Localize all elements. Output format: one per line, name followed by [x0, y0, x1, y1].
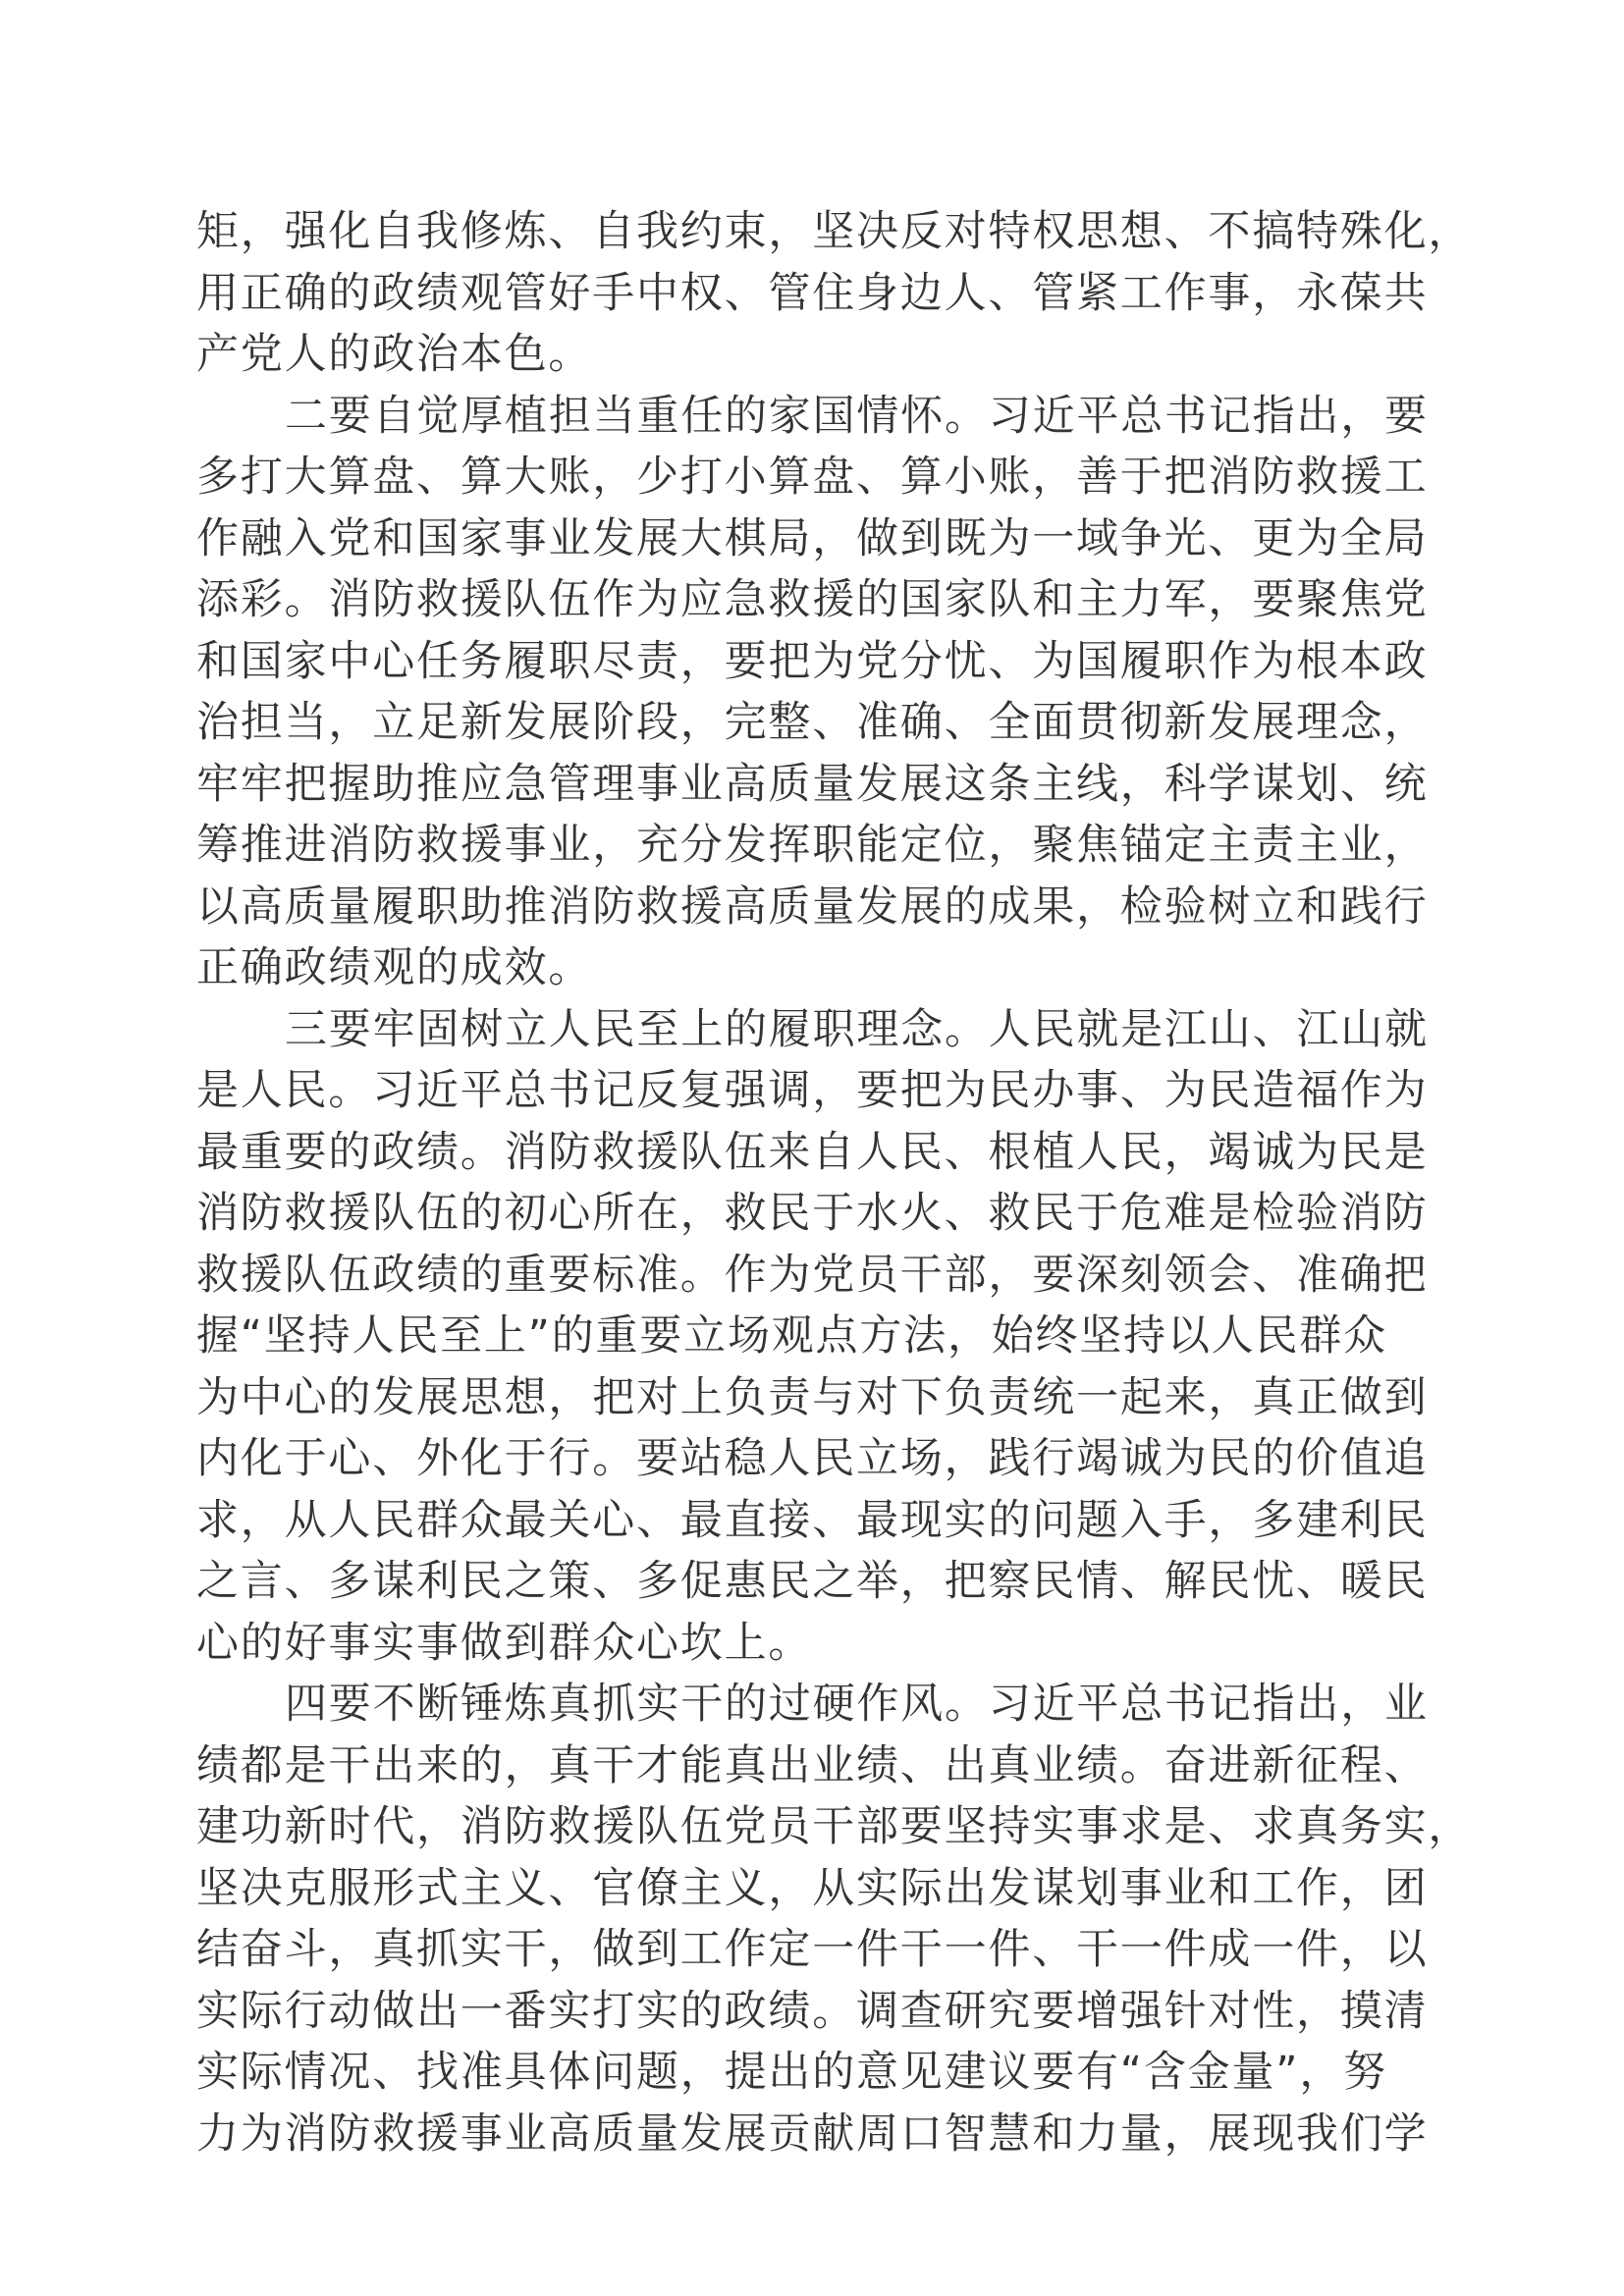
text-line: 心的好事实事做到群众心坎上。 [196, 1618, 813, 1668]
text-line: 建功新时代，消防救援队伍党员干部要坚持实事求是、求真务实， [196, 1802, 1473, 1851]
text-line: 握“坚持人民至上”的重要立场观点方法，始终坚持以人民群众 [196, 1311, 1387, 1361]
text-line: 二要自觉厚植担当重任的家国情怀。习近平总书记指出，要 [285, 391, 1429, 441]
text-line: 牢牢把握助推应急管理事业高质量发展这条主线，科学谋划、统 [196, 759, 1429, 809]
text-line: 消防救援队伍的初心所在，救民于水火、救民于危难是检验消防 [196, 1189, 1429, 1238]
text-line: 以高质量履职助推消防救援高质量发展的成果，检验树立和践行 [196, 881, 1429, 932]
text-line: 多打大算盘、算大账，少打小算盘、算小账，善于把消防救援工 [196, 453, 1429, 502]
text-line: 产党人的政治本色。 [196, 330, 593, 379]
text-line: 实际情况、找准具体问题，提出的意见建议要有“含金量”，努 [196, 2048, 1387, 2097]
text-line: 之言、多谋利民之策、多促惠民之举，把察民情、解民忧、暖民 [196, 1557, 1429, 1606]
text-line: 绩都是干出来的，真干才能真出业绩、出真业绩。奋进新征程、 [196, 1740, 1429, 1790]
paragraph [196, 201, 1571, 386]
text-line: 四要不断锤炼真抓实干的过硬作风。习近平总书记指出，业 [285, 1680, 1429, 1729]
text-line: 筹推进消防救援事业，充分发挥职能定位，聚焦锚定主责主业， [196, 821, 1429, 870]
text-line: 用正确的政绩观管好手中权、管住身边人、管紧工作事，永葆共 [196, 268, 1429, 318]
text-line: 救援队伍政绩的重要标准。作为党员干部，要深刻领会、准确把 [196, 1250, 1429, 1300]
paragraph [196, 1674, 1571, 2164]
text-line: 求，从人民群众最关心、最直接、最现实的问题入手，多建利民 [196, 1495, 1429, 1545]
text-line: 三要牢固树立人民至上的履职理念。人民就是江山、江山就 [285, 1004, 1429, 1054]
text-line: 正确政绩观的成效。 [196, 943, 593, 992]
text-line: 坚决克服形式主义、官僚主义，从实际出发谋划事业和工作，团 [196, 1863, 1429, 1913]
text-line: 实际行动做出一番实打实的政绩。调查研究要增强针对性，摸清 [196, 1986, 1429, 2036]
text-line: 为中心的发展思想，把对上负责与对下负责统一起来，真正做到 [196, 1372, 1429, 1422]
text-line: 和国家中心任务履职尽责，要把为党分忧、为国履职作为根本政 [196, 636, 1429, 686]
text-line: 添彩。消防救援队伍作为应急救援的国家队和主力军，要聚焦党 [196, 575, 1429, 624]
paragraph [196, 386, 1571, 999]
text-line: 结奋斗，真抓实干，做到工作定一件干一件、干一件成一件，以 [196, 1925, 1429, 1974]
text-line: 是人民。习近平总书记反复强调，要把为民办事、为民造福作为 [196, 1066, 1429, 1115]
text-line: 力为消防救援事业高质量发展贡献周口智慧和力量，展现我们学 [196, 2109, 1429, 2159]
text-line: 矩，强化自我修炼、自我约束，坚决反对特权思想、不搞特殊化， [196, 207, 1473, 256]
document-body [196, 201, 1571, 2164]
paragraph [196, 999, 1571, 1675]
text-line: 最重要的政绩。消防救援队伍来自人民、根植人民，竭诚为民是 [196, 1127, 1429, 1177]
text-line: 治担当，立足新发展阶段，完整、准确、全面贯彻新发展理念， [196, 698, 1429, 747]
text-line: 作融入党和国家事业发展大棋局，做到既为一域争光、更为全局 [196, 513, 1429, 563]
text-line: 内化于心、外化于行。要站稳人民立场，践行竭诚为民的价值追 [196, 1434, 1429, 1483]
